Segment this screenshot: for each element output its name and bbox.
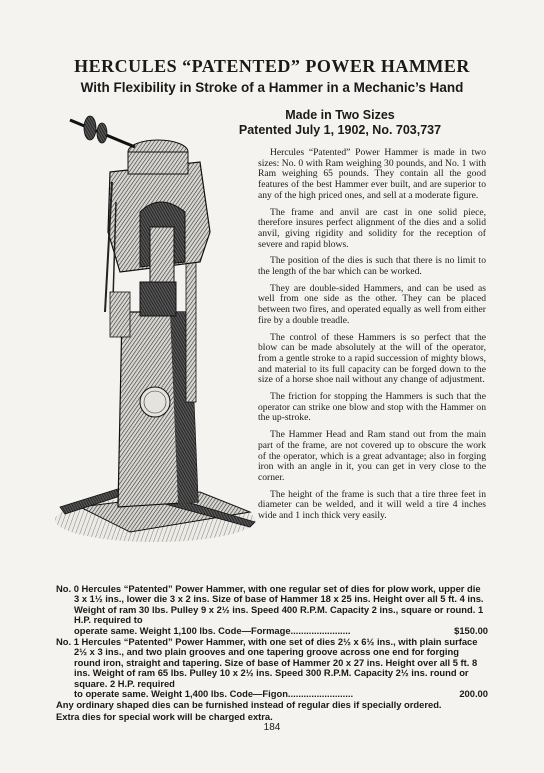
spec-text: No. 1 Hercules “Patented” Power Hammer, with one set of dies 2½ x 6½ ins., with plain surface 2½ x 3 ins., and two plain grooves and one tapering groove across one end for forging round iron, straight and tapering. Size of base of Hammer 20 x 27 ins. Height over all 5 ft. 8 ins. Weight of ram 65 lbs. Pulley 10 x 2½ ins. Speed 300 R.P.M. Capacity 2½ ins. round or square. 2 H.P. required [56,636,478,689]
description-text [258,148,486,528]
extra-dies-note: Extra dies for special work will be charged extra. [56,710,273,722]
dies-note: Any ordinary shaped dies can be furnished instead of regular dies if specially ordered. [56,699,442,711]
page-number: 184 [263,722,281,733]
paragraph: They are double-sided Hammers, and can be used as well from one side as the other. They can be placed between two fires, and operated equally as well from either fire by a double treadle. [258,282,486,326]
paragraph: The friction for stopping the Hammers is such that the operator can strike one blow and stop with the Hammer on the up-stroke. [258,391,486,424]
product-specifications [56,584,488,722]
paragraph: Hercules “Patented” Power Hammer is made in two sizes: No. 0 with Ram weighing 30 pounds, and No. 1 with Ram weighing 65 pounds. They contain all the good features of the best Hammer ever built, and are superior to any of the high priced ones, and sell at a moderate figure. [258,147,486,201]
power-hammer-illustration [50,112,260,552]
page-title: HERCULES “PATENTED” POWER HAMMER [74,56,470,76]
paragraph: The frame and anvil are cast in one solid piece, therefore insures perfect alignment of the dies and a solid anvil, giving rigidity and solidity for the reception of severe and rapid blows. [258,206,486,250]
paragraph: The control of these Hammers is so perfect that the blow can be made absolutely at the will of the operator, from a gentle stroke to a rapid succession of mighty blows, and material to its full capacity can be forged down to the size of a horse shoe nail without any change of adjustment. [258,331,486,386]
paragraph: The Hammer Head and Ram stand out from the main part of the frame, are not covered up to obscure the work of the operator, which is a great advantage; also in forging iron with an angle in it, you can get in very close to the corner. [258,429,486,483]
spec-last-line: operate same. Weight 1,100 lbs. Code—Formage....................... [74,624,351,636]
paragraph: The position of the dies is such that there is no limit to the length of the bar which can be worked. [258,255,486,278]
spec-text: No. 0 Hercules “Patented” Power Hammer, with one regular set of dies for plow work, upper die 3 x 1½ ins., lower die 3 x 2 ins. Size of base of Hammer 18 x 25 ins. Height over all 5 ft. 4 ins. Weight of ram 30 lbs. Pulley 9 x 2½ ins. Speed 400 R.P.M. Capacity 2 ins., square or round. 1 H.P. required to [56,583,484,626]
price: 200.00 [459,688,488,700]
patent-line: Patented July 1, 1902, No. 703,737 [238,123,442,137]
spec-no-1 [56,637,488,699]
sizes-line-1: Made in Two Sizes [285,108,395,122]
page-subtitle: With Flexibility in Stroke of a Hammer in a Mechanic’s Hand [80,80,464,95]
spec-no-0 [56,584,488,636]
paragraph: The height of the frame is such that a tire three feet in diameter can be welded, and it will weld a tire 4 inches wide and 1 inch thick very easily. [258,488,486,522]
spec-last-line: to operate same. Weight 1,400 lbs. Code—Figon......................... [74,688,354,700]
price: $150.00 [454,624,488,636]
